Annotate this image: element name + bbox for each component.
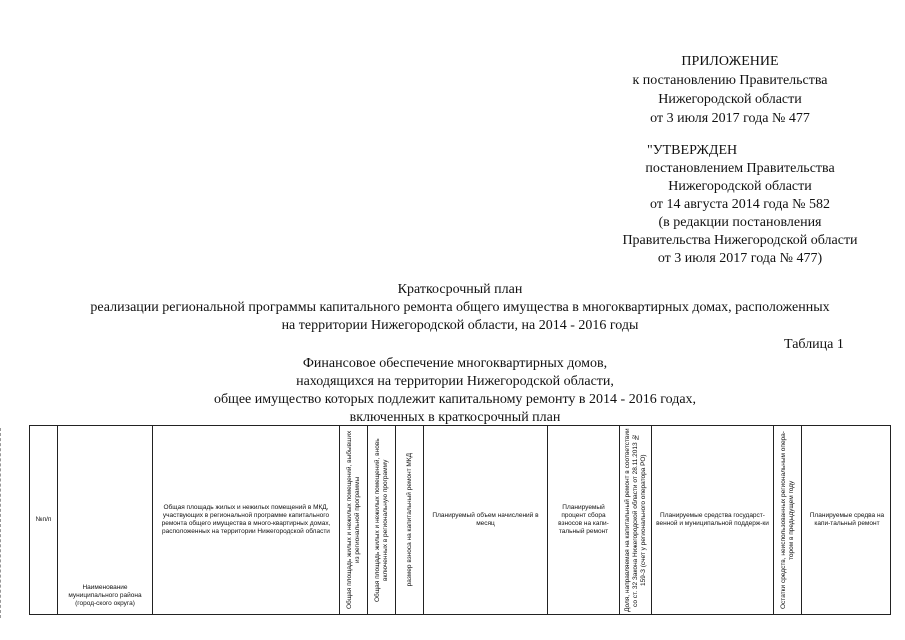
approval-heading: "УТВЕРЖДЕН (647, 143, 738, 158)
header-label: Доля, направляемая на капитальный ремонт в соответствии со ст. 32 Закона Нижегородской области от 28.11.2013 № 159-З (счет у регионального оператора РО) (623, 428, 647, 612)
approval-line: Нижегородской области (668, 179, 812, 194)
caption-line: находящихся на территории Нижегородской области, (296, 374, 614, 389)
header-label: Общая площадь жилых и нежилых помещений, выбывших из региональной программы (345, 430, 361, 610)
header-cell-planned-funds (802, 426, 892, 614)
appendix-heading: ПРИЛОЖЕНИЕ (681, 54, 779, 69)
header-label: Планируемые средства государст-венной и муниципальной поддерж-ки (656, 512, 769, 527)
header-label: Общая площадь жилых и нежилых помещений, вновь включенных в региональную программу (373, 438, 389, 602)
header-cell-district (58, 426, 153, 614)
approval-line: от 14 августа 2014 года № 582 (650, 197, 830, 212)
header-cell-state-support (652, 426, 774, 614)
header-label: Планируемый процент сбора взносов на капи-тальный ремонт (558, 504, 609, 535)
appendix-line: от 3 июля 2017 года № 477 (650, 111, 810, 126)
header-cell-monthly-charges (424, 426, 548, 614)
caption-line: общее имущество которых подлежит капитальному ремонту в 2014 - 2016 годах, (213, 392, 697, 407)
title-line: реализации региональной программы капитального ремонта общего имущества в многоквартирных домах, расположенных (90, 300, 830, 315)
header-label: Общая площадь жилых и нежилых помещений в МКД, участвующих в региональной программе капитального ремонта общего имущества в много-квартирных домах, расположенных на территории Нижегородской области (161, 504, 331, 535)
approval-line: от 3 июля 2017 года № 477) (657, 251, 823, 266)
header-label: Планируемый объем начислений в месяц (432, 512, 539, 527)
table-number: Таблица 1 (784, 337, 844, 352)
header-cell-collection-rate (548, 426, 620, 614)
caption-line: Финансовое обеспечение многоквартирных домов, (302, 356, 608, 371)
header-cell-excluded-area (340, 426, 368, 614)
header-label: №п/п (35, 516, 52, 523)
header-cell-included-area (368, 426, 396, 614)
header-cell-unused-balance (774, 426, 802, 614)
header-cell-total-area (153, 426, 340, 614)
scan-margin-line (0, 428, 13, 618)
header-cell-number (30, 426, 58, 614)
table-header (29, 425, 891, 615)
header-label: Планируемые средва на капи-тальный ремонт (809, 512, 885, 527)
header-cell-fee-size (396, 426, 424, 614)
document-title (40, 281, 880, 335)
title-line: на территории Нижегородской области, на 2014 - 2016 годы (281, 318, 639, 333)
header-label: Наименование муниципального района (город-ского округа) (68, 584, 142, 607)
approval-line: постановлением Правительства (645, 161, 835, 176)
appendix-line: Нижегородской области (658, 92, 802, 107)
title-line: Краткосрочный план (397, 282, 523, 297)
header-cell-repair-share (620, 426, 652, 614)
approval-line: (в редакции постановления (658, 215, 822, 230)
caption-line: включенных в краткосрочный план (349, 410, 561, 425)
approval-line: Правительства Нижегородской области (622, 233, 858, 248)
appendix-block (610, 52, 850, 128)
approval-block (605, 142, 875, 268)
appendix-line: к постановлению Правительства (632, 73, 828, 88)
table-caption (140, 355, 770, 427)
header-label: размер взноса на капитальный ремонт МКД (405, 453, 413, 587)
header-label: Остатки средств, неиспользованных региональным опера-тором в предыдущем году (779, 431, 795, 609)
